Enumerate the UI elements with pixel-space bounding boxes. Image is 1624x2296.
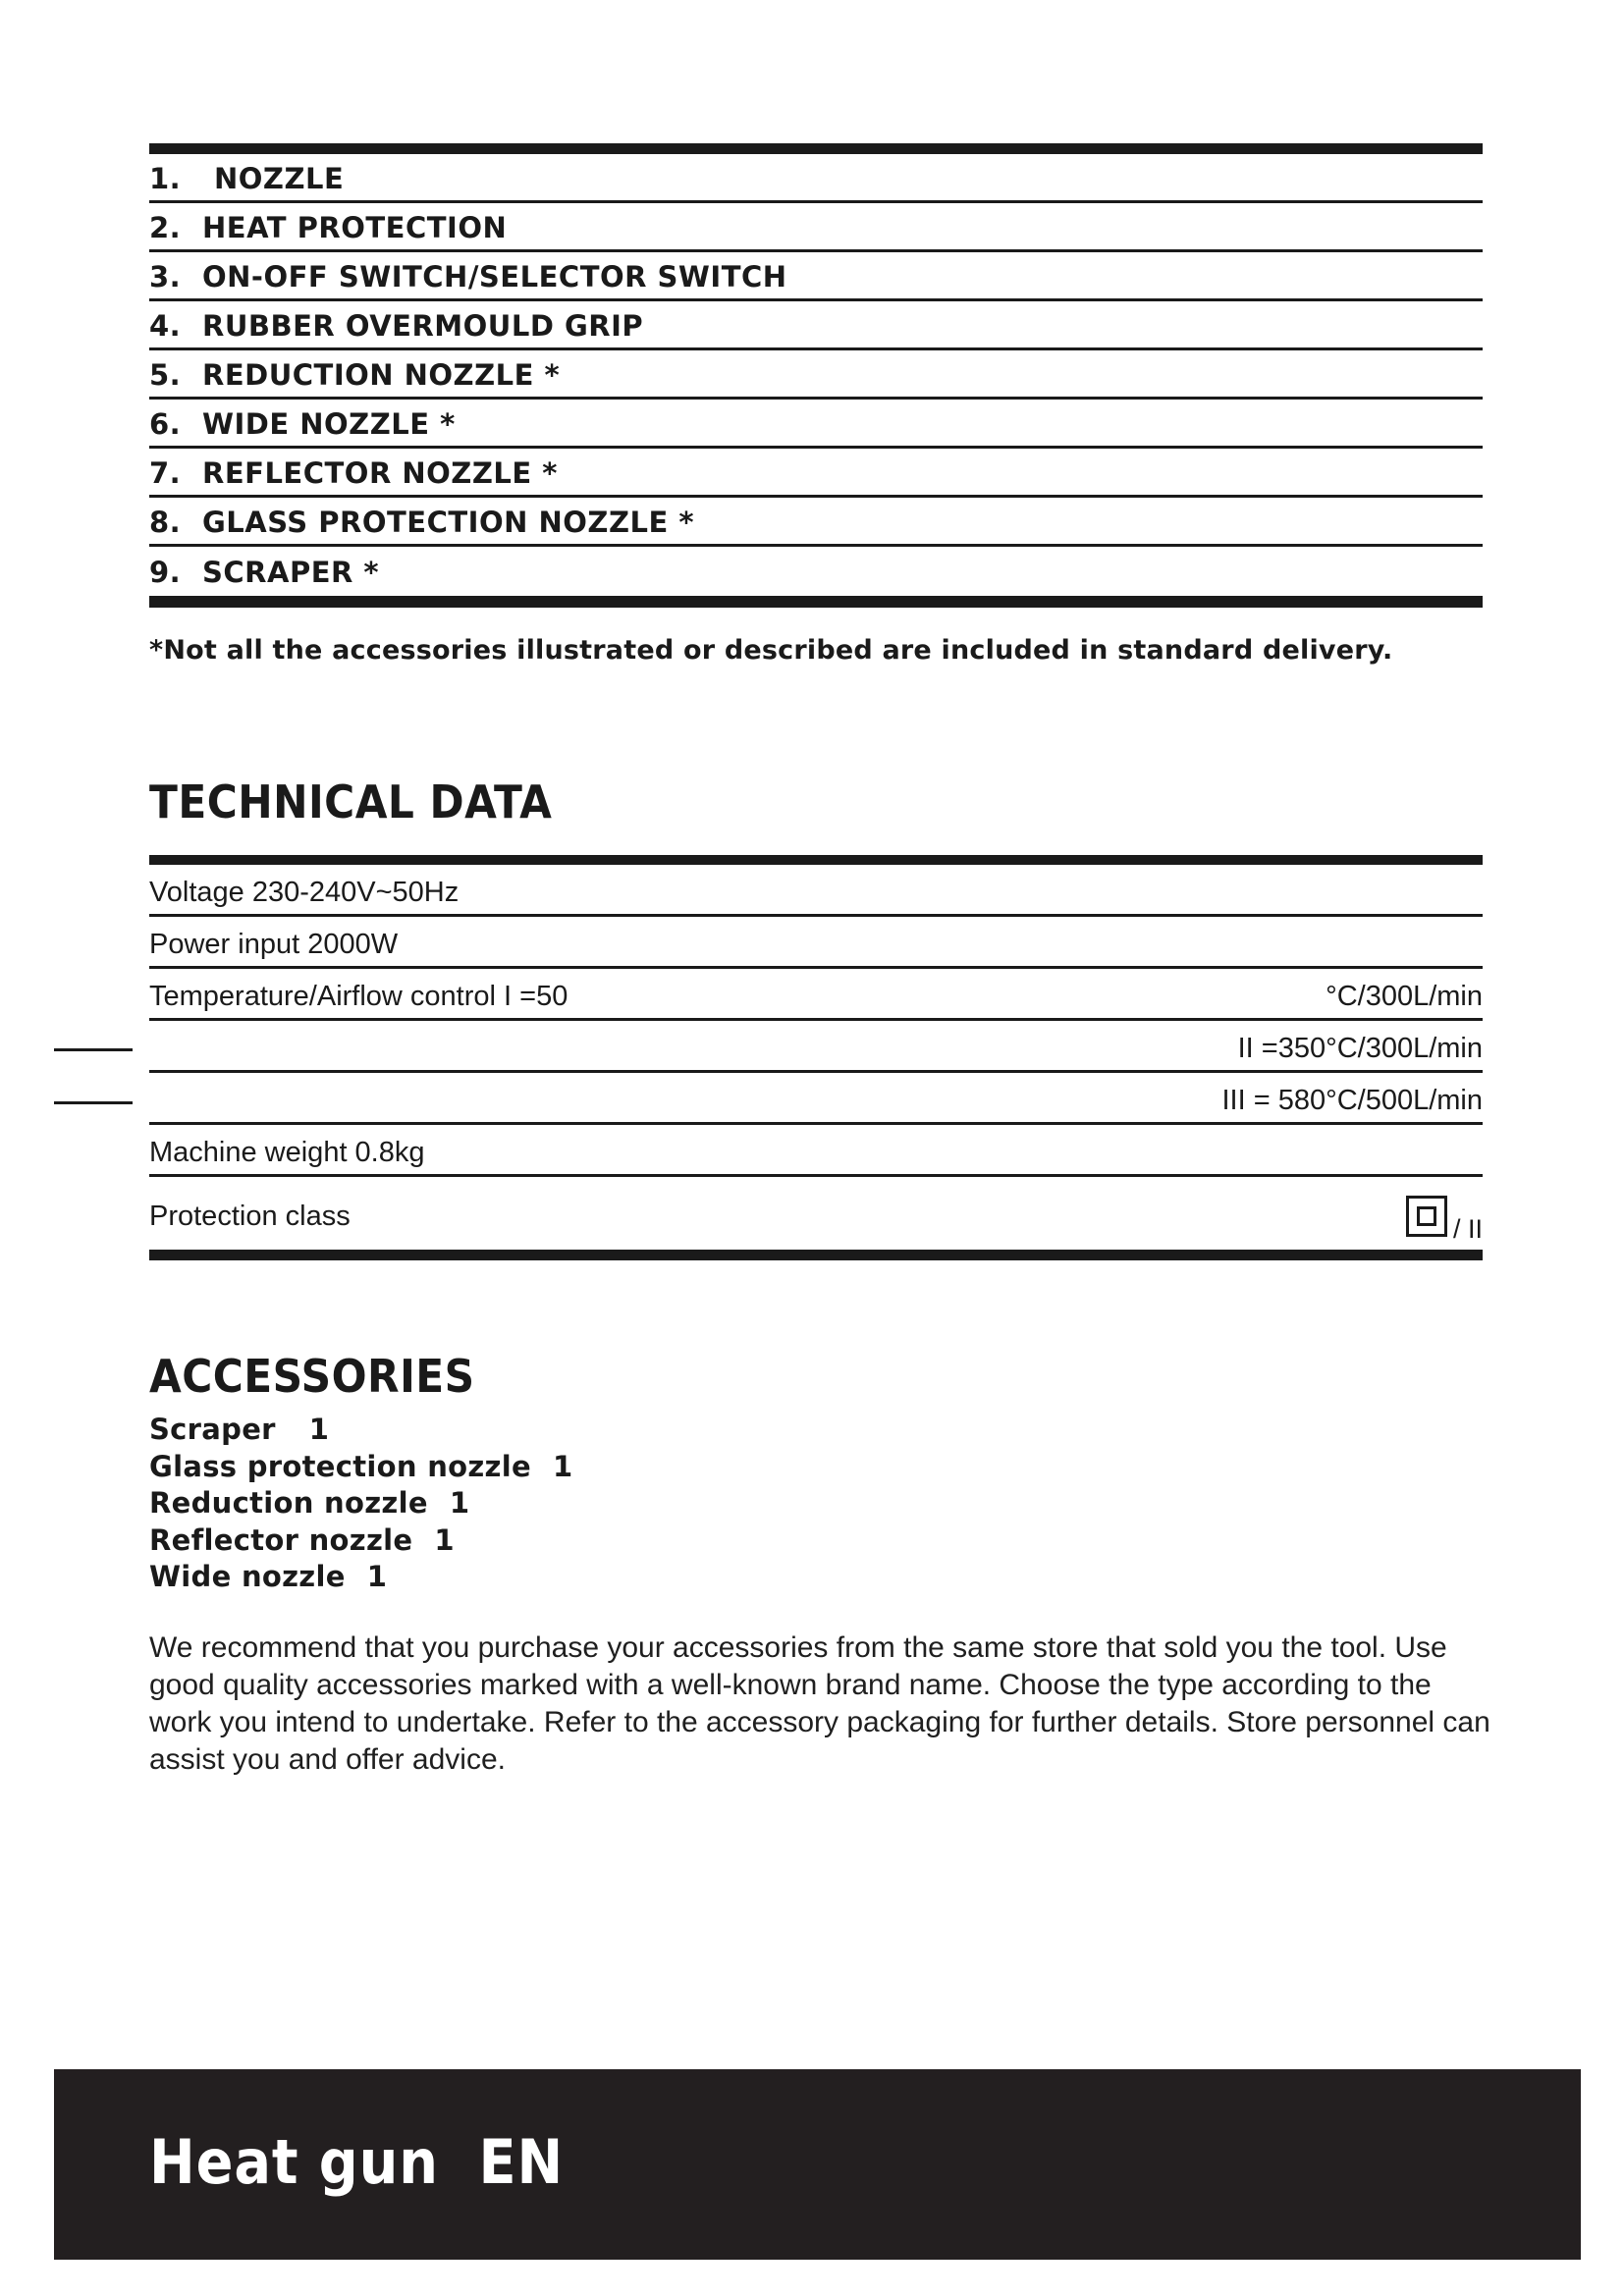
- double-insulation-icon: [1406, 1196, 1447, 1237]
- tech-label: Temperature/Airflow control I =50: [149, 980, 568, 1012]
- accessory-qty: 1: [449, 1486, 470, 1520]
- accessory-item: [149, 1449, 572, 1486]
- part-label: NOZZLE: [214, 161, 345, 195]
- part-row: [149, 203, 1483, 252]
- part-label: HEAT PROTECTION: [202, 210, 508, 244]
- tech-top-rule: [149, 855, 1483, 865]
- tech-row: [149, 917, 1483, 969]
- tech-label: Power input 2000W: [149, 928, 399, 960]
- part-label: RUBBER OVERMOULD GRIP: [202, 308, 644, 343]
- accessories-list: [149, 1412, 572, 1596]
- footnote: *Not all the accessories illustrated or described are included in standard delivery.: [149, 635, 1393, 666]
- part-row: [149, 350, 1483, 400]
- part-row: [149, 449, 1483, 498]
- parts-list: [149, 143, 1483, 666]
- part-row: [149, 400, 1483, 449]
- tech-row: [149, 1073, 1483, 1125]
- technical-data-title: TECHNICAL DATA: [149, 775, 553, 828]
- technical-data-table: [149, 855, 1483, 1260]
- accessory-name: Reduction nozzle: [149, 1486, 428, 1520]
- part-number: 9.: [149, 556, 182, 589]
- part-number: 6.: [149, 406, 182, 441]
- part-number: 5.: [149, 357, 182, 392]
- tech-value: II =350°C/300L/min: [1237, 1032, 1483, 1064]
- tech-label: Voltage 230-240V~50Hz: [149, 876, 460, 908]
- accessory-item: [149, 1559, 572, 1596]
- margin-mark: [54, 1048, 133, 1051]
- part-label: GLASS PROTECTION NOZZLE *: [202, 505, 695, 539]
- tech-row: [149, 865, 1483, 917]
- part-row: [149, 301, 1483, 350]
- part-label: WIDE NOZZLE *: [202, 406, 456, 441]
- tech-label: Machine weight 0.8kg: [149, 1136, 425, 1168]
- parts-bottom-rule: [149, 596, 1483, 608]
- part-number: 3.: [149, 259, 182, 294]
- tech-value: °C/300L/min: [1326, 980, 1483, 1012]
- tech-bottom-rule: [149, 1250, 1483, 1260]
- part-label: REFLECTOR NOZZLE *: [202, 455, 558, 490]
- tech-row-protection: [149, 1177, 1483, 1250]
- part-row: [149, 252, 1483, 301]
- tech-value: III = 580°C/500L/min: [1221, 1084, 1483, 1116]
- tech-row: [149, 1125, 1483, 1177]
- parts-top-rule: [149, 143, 1483, 154]
- part-row: [149, 154, 1483, 203]
- accessory-name: Scraper: [149, 1413, 276, 1446]
- margin-mark: [54, 1101, 133, 1104]
- accessory-item: [149, 1522, 572, 1560]
- accessory-name: Glass protection nozzle: [149, 1449, 531, 1483]
- part-row: [149, 547, 1483, 596]
- footer-title: Heat gun EN: [149, 2126, 565, 2198]
- footer-banner: [54, 2069, 1581, 2260]
- tech-row: [149, 1021, 1483, 1073]
- accessory-name: Wide nozzle: [149, 1560, 346, 1593]
- part-number: 1.: [149, 161, 182, 195]
- accessory-name: Reflector nozzle: [149, 1522, 413, 1557]
- part-label: ON-OFF SWITCH/SELECTOR SWITCH: [202, 259, 787, 294]
- accessories-paragraph: We recommend that you purchase your accessories from the same store that sold you the tool. Use good quality accessories marked with a well-known brand name. Choose the type according to the work you intend to undertake. Refer to the accessory packaging for further details. Store personnel can assist you and offer advice.: [149, 1631, 1490, 1776]
- part-number: 8.: [149, 505, 182, 539]
- accessories-title: ACCESSORIES: [149, 1350, 475, 1403]
- accessory-item: [149, 1412, 572, 1449]
- part-number: 7.: [149, 455, 182, 490]
- part-number: 2.: [149, 210, 182, 244]
- part-label: REDUCTION NOZZLE *: [202, 357, 561, 392]
- accessory-qty: 1: [366, 1560, 388, 1593]
- part-row: [149, 498, 1483, 547]
- protection-class-label: Protection class: [149, 1200, 351, 1232]
- part-number: 4.: [149, 308, 182, 343]
- protection-class-text: / II: [1452, 1214, 1483, 1244]
- accessory-qty: 1: [308, 1413, 330, 1446]
- accessory-item: [149, 1485, 572, 1522]
- accessory-qty: 1: [552, 1449, 573, 1483]
- tech-row: [149, 969, 1483, 1021]
- accessory-qty: 1: [434, 1522, 455, 1557]
- protection-class-value: [1406, 1196, 1483, 1244]
- part-label: SCRAPER *: [202, 556, 380, 589]
